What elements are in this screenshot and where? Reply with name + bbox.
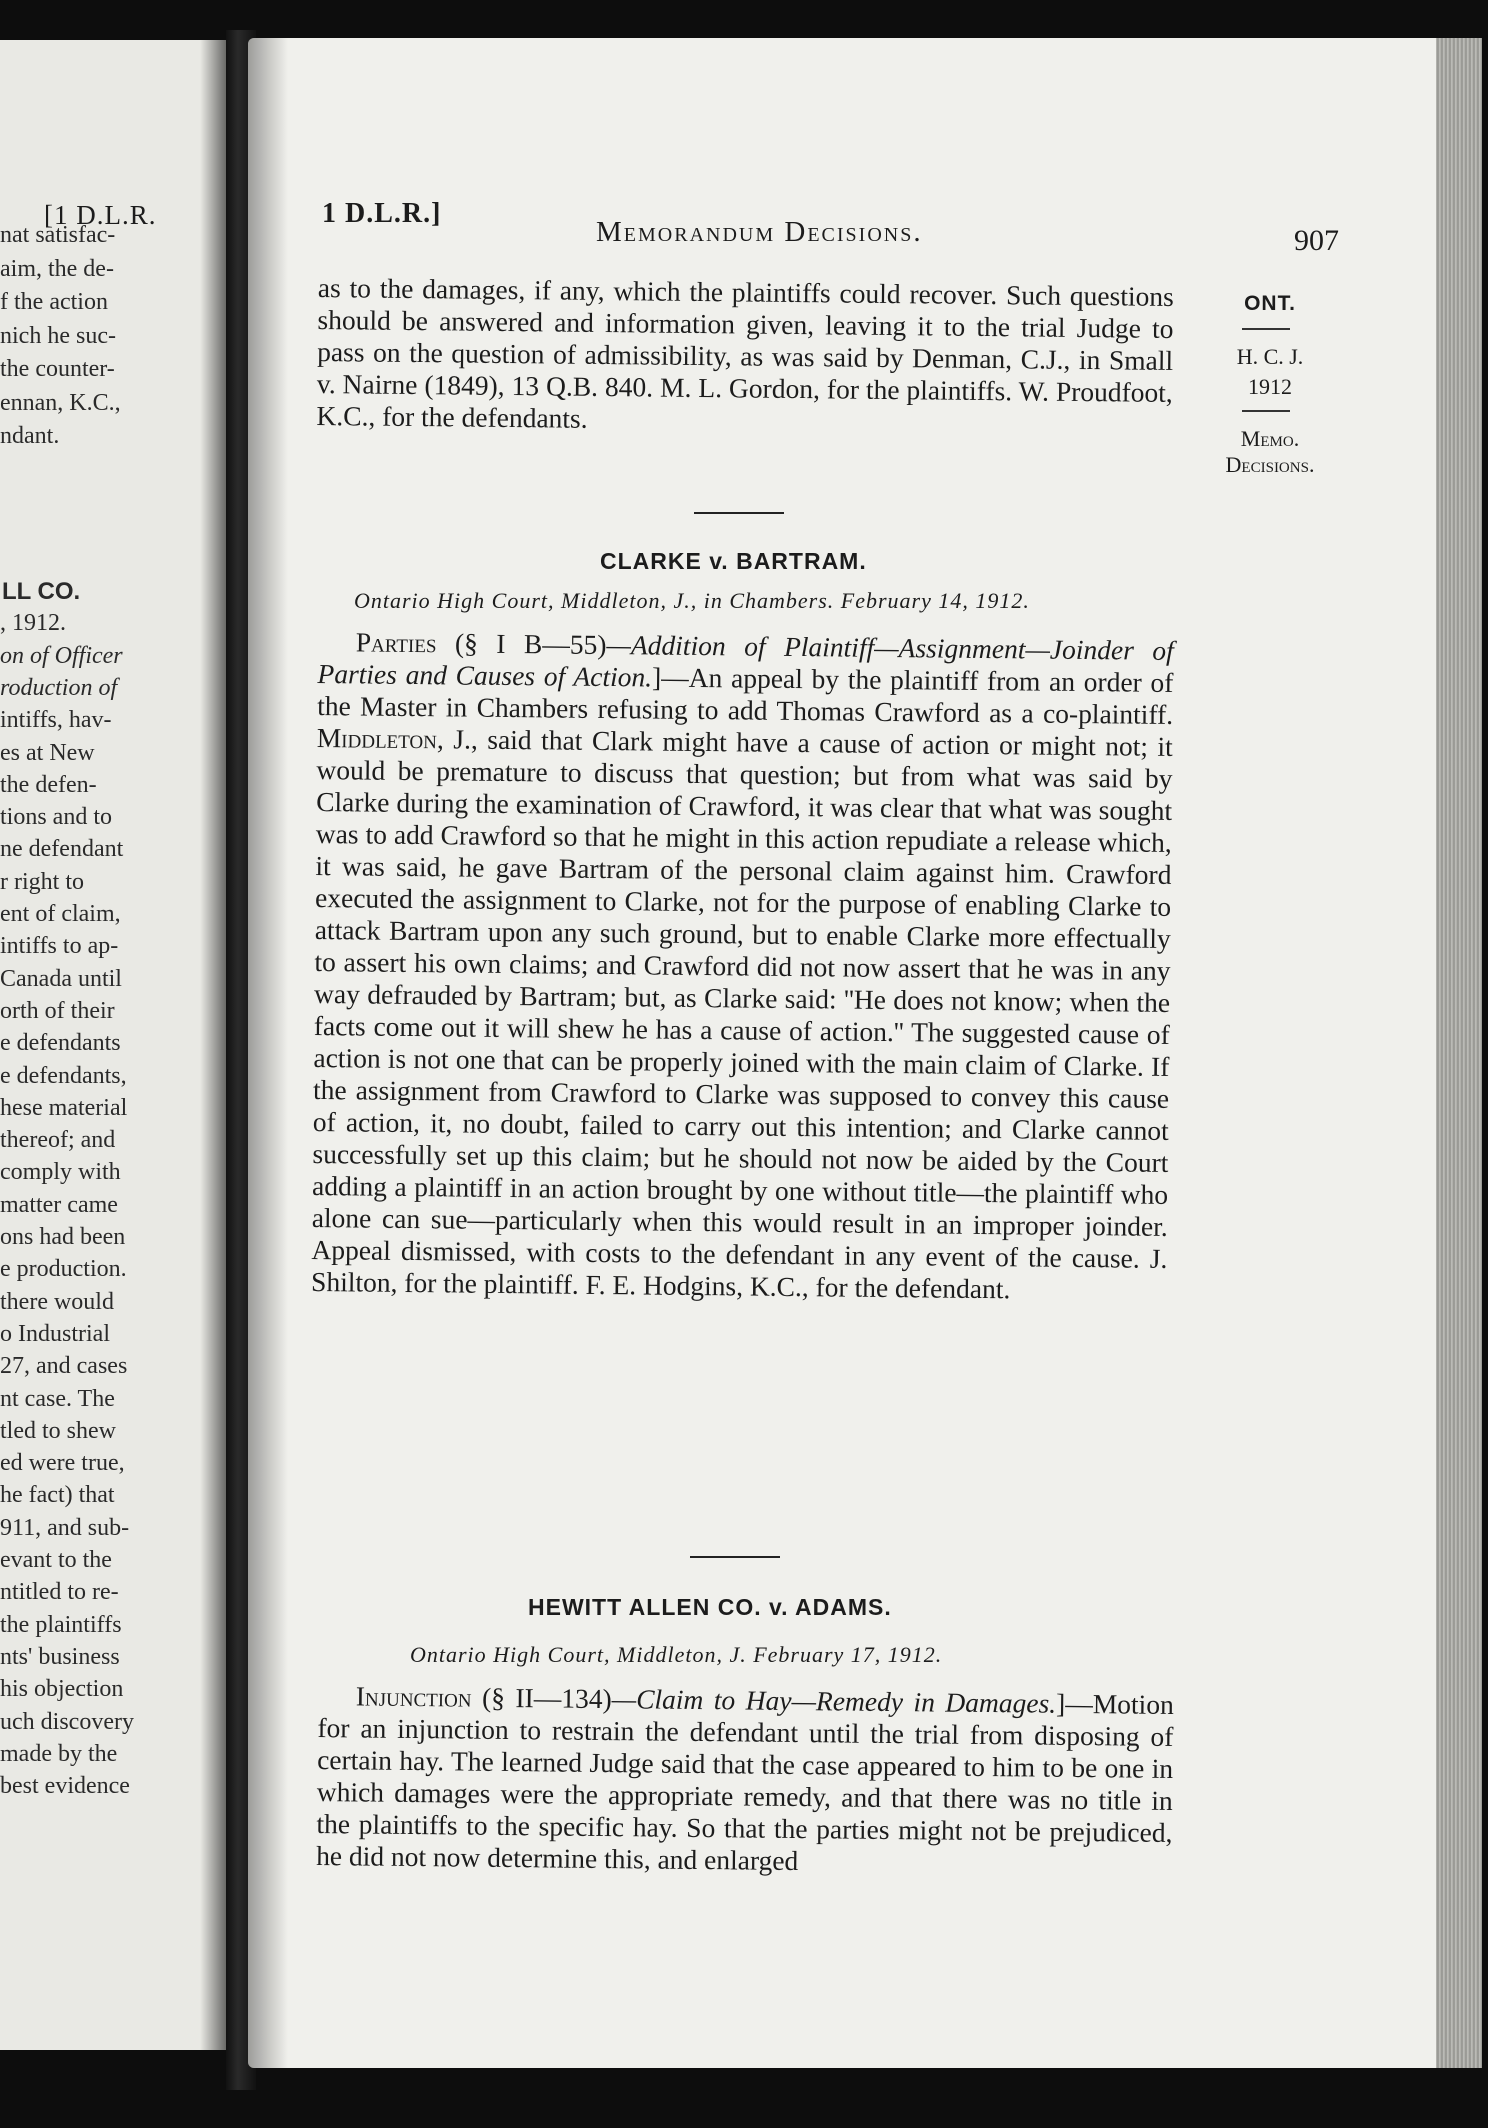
- sidebar-province: ONT.: [1244, 292, 1296, 315]
- headnote-keywords: —Addition of Plaintiff—Assignment—Joinder of Parties and Causes of Action.: [317, 629, 1174, 693]
- left-page-line: nt case. The: [0, 1385, 115, 1412]
- sidebar-memo: Memo.: [1240, 426, 1300, 451]
- left-page-line: tled to shew: [0, 1417, 116, 1444]
- sidebar-year: 1912: [1248, 374, 1292, 399]
- page-edges: [1436, 38, 1482, 2068]
- case-text: , said that Clark might have a cause of action or might not; it would be premature to discuss that question; but from what was said by Clarke during the examination of Crawford, it was clear that what was sought was to add Crawford so that he might in this action repudiate a release which, it was said, he gave Bartram of the personal claim against him. Crawford executed the assignment to Clarke, not for the purpose of enabling Clarke to attack Bartram upon any such ground, but to enable Clarke more effectually to assert his own claims; and Crawford did not now assert that he was in any way defrauded by Bartram; but, as Clarke said: ''He does not know; when the facts come out it will shew he has a cause of action.'' The suggested cause of action is not one that can be properly joined with the main claim of Clarke. If the assignment from Crawford to Clarke was supposed to convey this cause of action, it, no doubt, failed to carry out this intention; and Clarke cannot successfully set up this claim; but he should not now be aided by the Court adding a plaintiff in an action brought by one without title—the plaintiff who alone can sue—particularly when this would result in an improper joinder. Appeal dismissed, with costs to the defendant in any event of the cause. J. Shilton, for the plaintiff. F. E. Hodgins, K.C., for the defendant.: [310, 723, 1173, 1305]
- left-page-line: best evidence: [0, 1773, 130, 1800]
- left-page-line: ne defendant: [0, 836, 124, 863]
- left-page-line: r right to: [0, 868, 84, 895]
- headnote-label: Injunction: [355, 1680, 472, 1713]
- left-page-line: thereof; and: [0, 1127, 116, 1154]
- left-page-line: evant to the: [0, 1547, 112, 1573]
- continued-text: as to the damages, if any, which the plaintiffs could recover. Such questions should be answered and information given, leaving it to the trial Judge to pass on the question of admissibility, as was said by Denman, C.J., in Small v. Nairne (1849), 13 Q.B. 840. M. L. Gordon, for the plaintiffs. W. Proudfoot, K.C., for the defendants.: [316, 272, 1174, 434]
- left-page-line: his objection: [0, 1676, 124, 1703]
- left-page-line: 27, and cases: [0, 1353, 128, 1380]
- case-paragraph: [311, 626, 1174, 1307]
- page-number: 907: [1294, 224, 1339, 257]
- headnote-keywords: —Claim to Hay—Remedy in Damages.: [611, 1683, 1057, 1719]
- left-page-line: ent of claim,: [0, 901, 121, 927]
- left-page-line: intiffs, hav-: [0, 707, 112, 734]
- case-body: [316, 1680, 1174, 1881]
- left-page-line: hese material: [0, 1094, 128, 1121]
- left-page-line: uch discovery: [0, 1708, 134, 1735]
- case-paragraph: [316, 1680, 1174, 1881]
- left-page-header: [1 D.L.R.: [44, 200, 157, 230]
- case-text: ]—An appeal by the plaintiff from an order of the Master in Chambers refusing to add Thomas Crawford as a co-plaintiff.: [317, 661, 1174, 730]
- left-page-line: made by the: [0, 1740, 118, 1767]
- case-court-line: Ontario High Court, Middleton, J. February 17, 1912.: [410, 1642, 943, 1667]
- right-page-gutter-shadow: [248, 38, 288, 2068]
- left-page-line: e defendants,: [0, 1062, 127, 1089]
- case-body: [311, 626, 1174, 1307]
- left-page-line: tions and to: [0, 804, 112, 831]
- left-page-line: , 1912.: [0, 610, 66, 637]
- headnote-section: (§ II—134): [471, 1681, 612, 1715]
- continued-paragraph: [316, 272, 1174, 441]
- left-page-line: comply with: [0, 1159, 121, 1186]
- left-page-line: ed were true,: [0, 1450, 125, 1477]
- left-page-line: orth of their: [0, 997, 115, 1024]
- sidebar-court: H. C. J.: [1236, 344, 1304, 369]
- left-page-line: e production.: [0, 1256, 127, 1283]
- left-page-line: the plaintiffs: [0, 1611, 122, 1638]
- left-page-line: ndant.: [0, 423, 60, 449]
- left-page-line: ennan, K.C.,: [0, 389, 121, 416]
- left-page-line: roduction of: [0, 674, 118, 701]
- left-page-line: he fact) that: [0, 1482, 115, 1509]
- section-divider: [690, 1556, 780, 1558]
- left-page-line: the defen-: [0, 771, 97, 798]
- left-page-line: intiffs to ap-: [0, 933, 119, 960]
- left-page-gutter-shadow: [200, 40, 226, 2050]
- left-page-line: nich he suc-: [0, 322, 116, 349]
- sidebar-rule: [1242, 410, 1290, 412]
- section-divider: [694, 512, 784, 514]
- left-page-line: 911, and sub-: [0, 1514, 130, 1541]
- left-page-line: f the action: [0, 289, 108, 315]
- judge-name: Middleton, J.: [316, 721, 472, 755]
- case-title: CLARKE v. BARTRAM.: [600, 548, 867, 574]
- left-page-line: e defendants: [0, 1030, 121, 1057]
- left-facing-page: [0, 40, 226, 2050]
- running-head-volume: 1 D.L.R.]: [322, 198, 442, 229]
- left-page-line: nts' business: [0, 1643, 120, 1670]
- sidebar-rule: [1242, 328, 1290, 330]
- left-page-line: o Industrial: [0, 1320, 110, 1347]
- left-page-line: matter came: [0, 1191, 118, 1218]
- left-page-line: nat satisfac-: [0, 222, 116, 248]
- running-head-title: Memorandum Decisions.: [596, 216, 923, 248]
- left-page-line: LL CO.: [2, 578, 81, 605]
- left-page-line: Canada until: [0, 965, 122, 992]
- case-text: ]—Motion for an injunction to restrain the defendant until the trial from disposing of certain hay. The learned Judge said that the case appeared to him to be one in which damages were the appropriate remedy, and that there was no title in the plaintiffs to the specific hay. So that the parties might not be prejudiced, he did not now determine this, and enlarged: [315, 1687, 1174, 1877]
- headnote-section: (§ I B—55): [436, 627, 607, 661]
- left-page-line: es at New: [0, 739, 95, 766]
- left-page-line: the counter-: [0, 356, 115, 382]
- left-page-line: on of Officer: [0, 642, 123, 669]
- sidebar-decisions: Decisions.: [1225, 452, 1315, 477]
- case-title: HEWITT ALLEN CO. v. ADAMS.: [528, 1594, 892, 1620]
- left-page-line: there would: [0, 1288, 114, 1315]
- left-page-line: ntitled to re-: [0, 1579, 119, 1606]
- left-page-line: aim, the de-: [0, 255, 114, 282]
- headnote-label: Parties: [355, 626, 437, 659]
- left-page-line: ons had been: [0, 1224, 126, 1250]
- case-court-line: Ontario High Court, Middleton, J., in Chambers. February 14, 1912.: [354, 588, 1030, 613]
